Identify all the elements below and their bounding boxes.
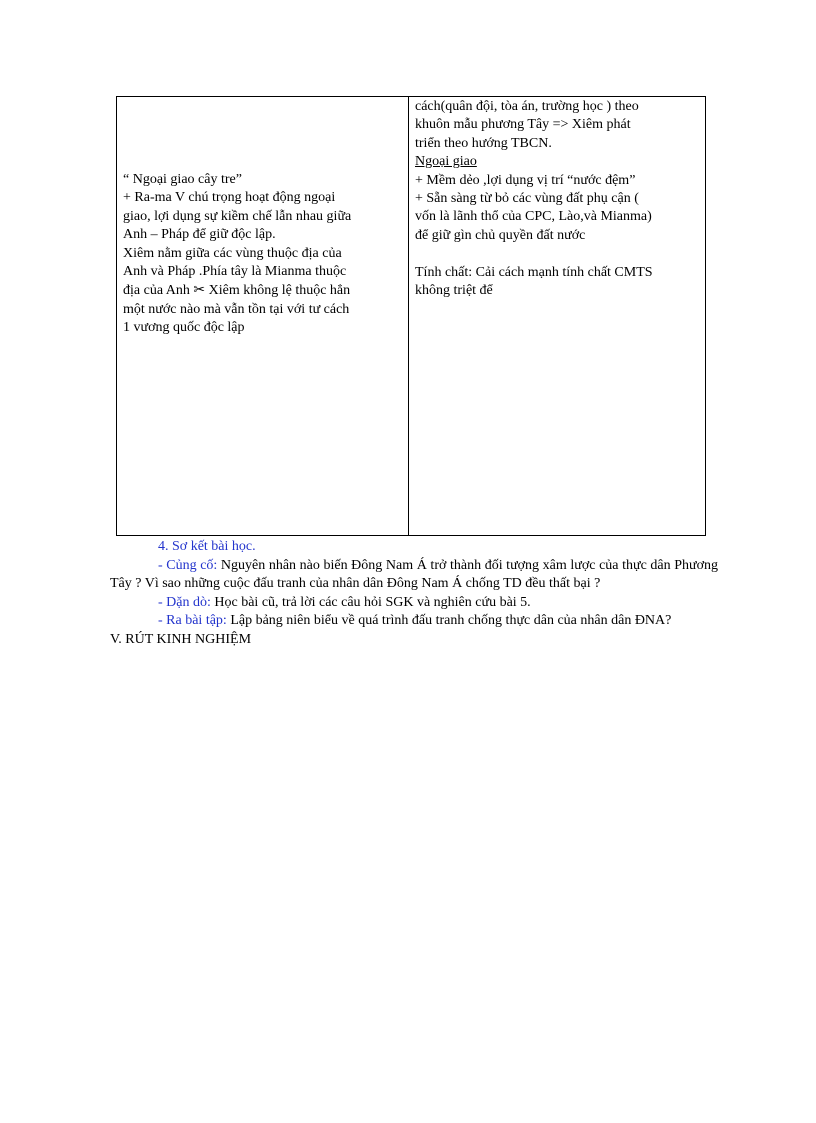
ra-bai-tap-paragraph bbox=[110, 612, 718, 631]
left-line-6: Anh và Pháp .Phía tây là Mianma thuộc bbox=[123, 264, 347, 280]
content-table bbox=[116, 96, 706, 536]
right-line-3: triển theo hướng TBCN. bbox=[415, 135, 552, 151]
left-line-7b: Xiêm không lệ thuộc hẳn bbox=[208, 283, 351, 299]
left-line-9: 1 vương quốc độc lập bbox=[123, 320, 245, 336]
lesson-summary bbox=[110, 538, 718, 650]
right-line-2: khuôn mẫu phương Tây => Xiêm phát bbox=[415, 117, 631, 133]
left-line-7 bbox=[123, 281, 402, 300]
right-line-8: để giữ gìn chủ quyền đất nước bbox=[415, 227, 586, 243]
right-line-10: không triệt để bbox=[415, 283, 493, 299]
dan-do-paragraph bbox=[110, 594, 718, 613]
section-4-title: 4. Sơ kết bài học. bbox=[158, 539, 256, 554]
table-cell-left bbox=[117, 97, 409, 535]
cung-co-text: Nguyên nhân nào biến Đông Nam Á trở thành đối tượng xâm lược của thực dân Phương Tây ? Vì sao những cuộc đấu tranh của nhân dân Đông Nam Á chống TD đều thất bại ? bbox=[110, 557, 718, 592]
left-line-2: + Ra-ma V chú trọng hoạt động ngoại bbox=[123, 190, 336, 206]
dan-do-text: Học bài cũ, trả lời các câu hỏi SGK và nghiên cứu bài 5. bbox=[210, 594, 531, 610]
right-line-1: cách(quân đội, tòa án, trường học ) theo bbox=[415, 99, 639, 114]
right-line-6: + Sẵn sàng từ bỏ các vùng đất phụ cận ( bbox=[415, 191, 639, 207]
cung-co-paragraph bbox=[110, 557, 718, 594]
left-line-4: Anh – Pháp để giữ độc lập. bbox=[123, 227, 276, 243]
left-line-5: Xiêm nằm giữa các vùng thuộc địa của bbox=[123, 245, 342, 261]
dan-do-label: - Dặn dò: bbox=[158, 594, 211, 610]
spacer bbox=[415, 245, 699, 263]
scissors-icon: ✂ bbox=[193, 282, 206, 299]
right-line-7: vốn là lãnh thổ của CPC, Lào,và Mianma) bbox=[415, 209, 652, 225]
cung-co-label: - Củng cố: bbox=[158, 557, 218, 573]
ra-bai-tap-label: - Ra bài tập: bbox=[158, 613, 227, 629]
right-heading-ngoai-giao: Ngoại giao bbox=[415, 154, 477, 170]
right-line-9: Tính chất: Cải cách mạnh tính chất CMTS bbox=[415, 264, 653, 280]
left-line-3: giao, lợi dụng sự kiềm chế lẫn nhau giữa bbox=[123, 208, 352, 224]
left-line-8: một nước nào mà vẫn tồn tại với tư cách bbox=[123, 301, 350, 317]
section-5-title: V. RÚT KINH NGHIỆM bbox=[110, 631, 252, 647]
left-line-1: “ Ngoại giao cây tre” bbox=[123, 172, 242, 187]
right-line-5: + Mềm dẻo ,lợi dụng vị trí “nước đệm” bbox=[415, 172, 636, 188]
ra-bai-tap-text: Lập bảng niên biểu về quá trình đấu tranh chống thực dân của nhân dân ĐNA? bbox=[226, 613, 672, 629]
left-line-7a: địa của Anh bbox=[123, 283, 190, 299]
table-cell-right bbox=[409, 97, 705, 535]
